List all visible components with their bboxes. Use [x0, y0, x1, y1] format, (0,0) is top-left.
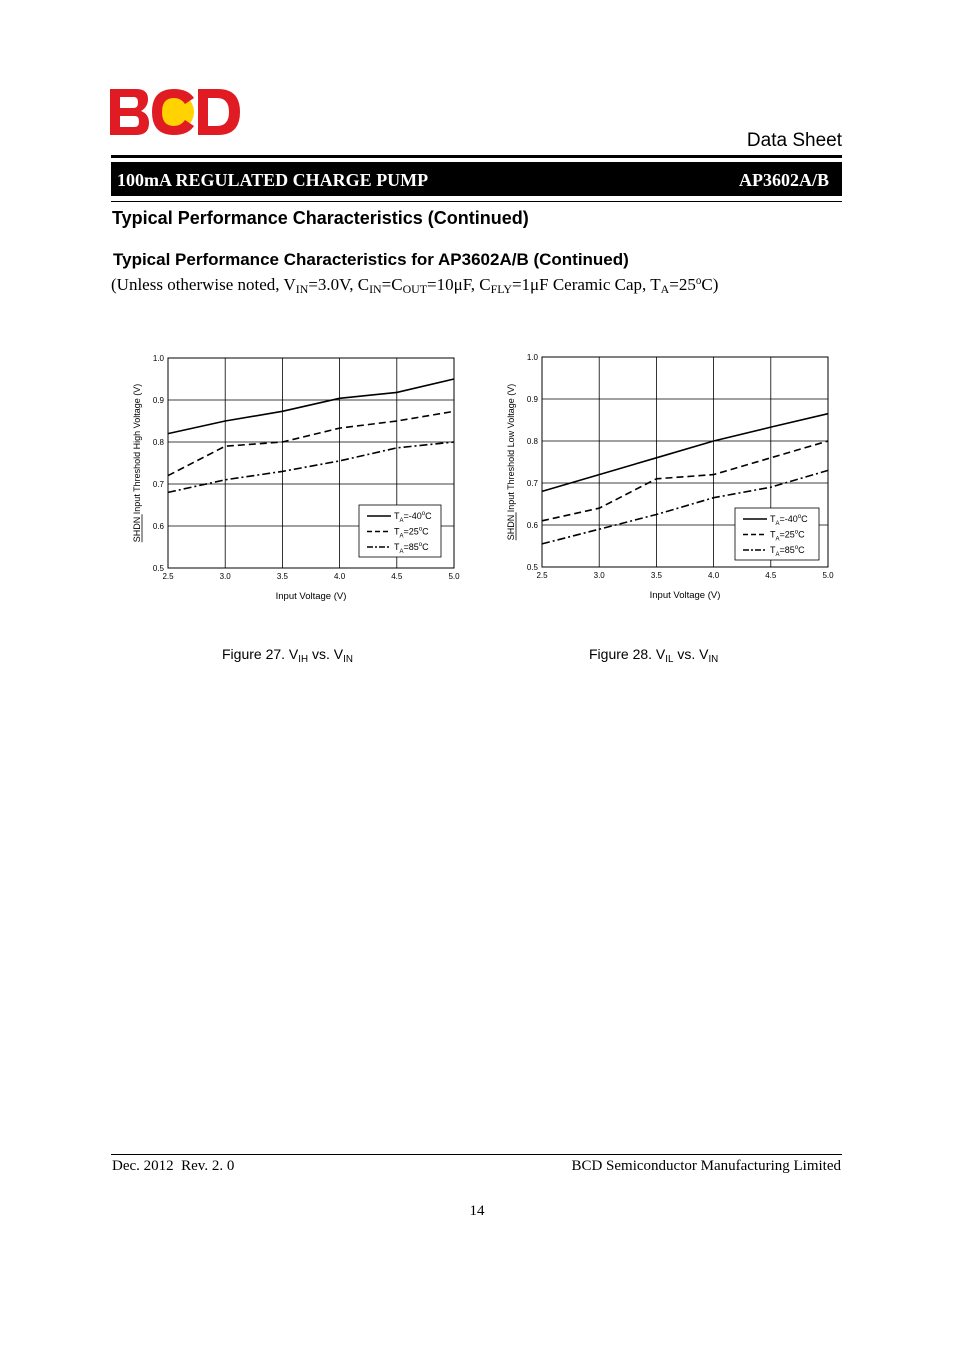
series-line-dashdot — [168, 442, 454, 492]
fig27-main: Figure 27. V — [222, 646, 299, 662]
cond-vin-val: =3.0V, C — [308, 275, 370, 294]
legend-label-part: =85 — [779, 545, 795, 555]
legend-label-part: A — [775, 521, 780, 527]
x-tick-label: 4.5 — [391, 572, 403, 581]
test-conditions — [111, 275, 718, 297]
legend-label-part: o — [418, 526, 423, 533]
legend-label-part: =-40 — [403, 511, 422, 521]
cond-cfly-val: =1μF Ceramic Cap, T — [511, 275, 661, 294]
legend-label-part: C — [798, 545, 805, 555]
header-rule-top — [111, 155, 842, 158]
cond-cfly-sub: FLY — [490, 282, 512, 296]
y-axis-label: SHDN Input Threshold High Voltage (V) — [132, 383, 142, 543]
legend-label-part: A — [399, 518, 404, 524]
y-tick-label: 0.8 — [526, 437, 538, 446]
x-tick-label: 5.0 — [448, 572, 460, 581]
y-tick-label: 0.9 — [526, 395, 538, 404]
legend-label-part: T — [770, 529, 776, 540]
legend-label-part: T — [394, 542, 400, 552]
legend-label-part: T — [394, 526, 400, 537]
plot-area — [506, 353, 834, 601]
fig28-main: Figure 28. V — [589, 646, 666, 662]
x-axis-label: Input Voltage (V) — [649, 590, 721, 601]
legend-label-part: o — [418, 542, 423, 548]
legend-label-part: T — [394, 511, 400, 521]
y-tick-label: 0.7 — [526, 479, 538, 488]
legend-label-part: o — [794, 529, 799, 536]
cond-ta-sub: A — [660, 282, 670, 296]
legend-label-part: =25 — [403, 526, 419, 537]
legend — [735, 508, 819, 560]
y-tick-label: 0.8 — [152, 438, 164, 447]
cond-ta-val: =25 — [669, 275, 696, 294]
legend-label-part: A — [775, 552, 780, 558]
legend-label-part: C — [798, 529, 805, 540]
fig27-mid: vs. V — [308, 646, 344, 662]
fig27-sub2: IN — [343, 654, 353, 665]
legend-label-part: A — [775, 536, 780, 543]
y-tick-label: 1.0 — [152, 354, 164, 363]
banner-title: 100mA REGULATED CHARGE PUMP — [117, 170, 429, 190]
legend — [359, 505, 441, 557]
x-tick-label: 2.5 — [536, 571, 548, 580]
y-tick-label: 0.9 — [152, 396, 164, 405]
legend-label-part: =25 — [779, 529, 795, 540]
legend-label-part: C — [801, 514, 808, 524]
cond-open: (Unless otherwise noted, V — [111, 275, 296, 294]
legend-label-part: A — [399, 533, 404, 540]
legend-label-part: o — [421, 511, 426, 517]
x-tick-label: 2.5 — [162, 572, 174, 581]
y-tick-label: 0.5 — [526, 563, 538, 572]
cond-vin-sub: IN — [295, 282, 309, 296]
series-line-solid — [168, 379, 454, 434]
chart-vih-vs-vin — [120, 340, 480, 610]
legend-label-part: o — [797, 514, 802, 520]
footer-rule — [111, 1154, 842, 1155]
legend-label-part: o — [794, 545, 799, 551]
page-number: 14 — [469, 1203, 485, 1219]
header-rule-bottom — [111, 201, 842, 202]
part-number: AP3602A/B — [739, 170, 829, 190]
x-axis-label: Input Voltage (V) — [275, 591, 347, 602]
cond-cout-sub: OUT — [402, 282, 428, 296]
legend-label-part: T — [770, 514, 776, 524]
x-tick-label: 3.0 — [593, 571, 605, 580]
cond-deg: o — [695, 275, 702, 287]
legend-label-part: C — [422, 526, 429, 537]
x-tick-label: 4.0 — [334, 572, 346, 581]
y-tick-label: 1.0 — [526, 353, 538, 362]
fig28-sub2: IN — [708, 654, 719, 665]
fig28-sub1: IL — [665, 654, 674, 665]
cond-cin-sub: IN — [369, 282, 382, 296]
bcd-logo — [110, 89, 242, 135]
footer-company: BCD Semiconductor Manufacturing Limited — [571, 1158, 841, 1174]
x-tick-label: 5.0 — [822, 571, 834, 580]
cond-eq: =C — [381, 275, 403, 294]
fig27-sub1: IH — [298, 654, 309, 665]
legend-label-part: A — [399, 549, 404, 555]
title-banner — [111, 162, 842, 196]
fig28-mid: vs. V — [673, 646, 709, 662]
y-tick-label: 0.5 — [152, 564, 164, 573]
subsection-title: Typical Performance Characteristics for AP3602A/B (Continued) — [113, 250, 629, 269]
x-tick-label: 4.0 — [708, 571, 720, 580]
legend-label-part: =-40 — [779, 514, 798, 524]
x-tick-label: 3.5 — [276, 572, 288, 581]
legend-label-part: T — [770, 545, 776, 555]
section-title: Typical Performance Characteristics (Continued) — [112, 208, 529, 228]
cond-cout-val: =10μF, C — [427, 275, 491, 294]
figure-28-caption — [589, 646, 718, 665]
legend-label-part: =85 — [403, 542, 419, 552]
legend-label-part: C — [422, 542, 429, 552]
chart-vil-vs-vin — [494, 340, 854, 610]
doc-type-label: Data Sheet — [746, 130, 842, 151]
series-line-solid — [542, 414, 828, 492]
x-tick-label: 3.5 — [650, 571, 662, 580]
y-tick-label: 0.7 — [152, 480, 164, 489]
bcd-logo-mark — [110, 89, 242, 135]
cond-close: C) — [701, 275, 719, 294]
y-axis-label: SHDN Input Threshold Low Voltage (V) — [506, 383, 516, 541]
x-tick-label: 4.5 — [765, 571, 777, 580]
y-tick-label: 0.6 — [152, 522, 164, 531]
x-tick-label: 3.0 — [219, 572, 231, 581]
plot-area — [132, 354, 460, 602]
legend-label-part: C — [425, 511, 432, 521]
figure-27-caption — [222, 646, 353, 665]
y-tick-label: 0.6 — [526, 521, 538, 530]
footer-date-rev: Dec. 2012 Rev. 2. 0 — [112, 1158, 235, 1174]
